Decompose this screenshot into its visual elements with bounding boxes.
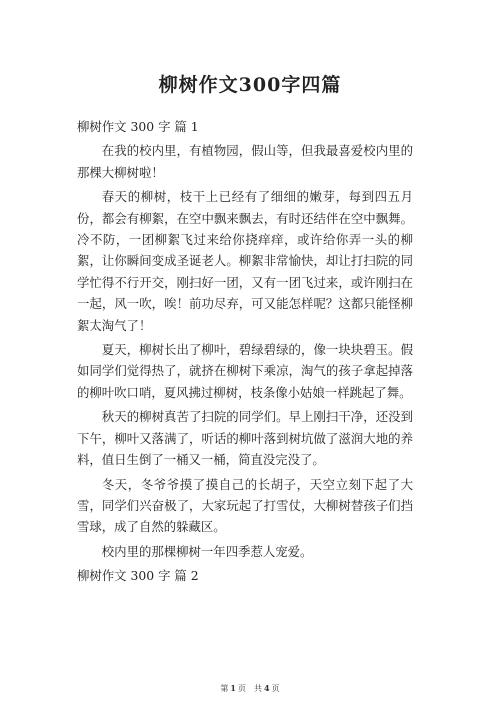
page-footer bbox=[0, 683, 500, 694]
section-heading-1: 柳树作文 300 字 篇 1 bbox=[77, 119, 199, 134]
page-label-prefix: 第 bbox=[220, 684, 229, 693]
total-page-number: 4 bbox=[264, 683, 270, 693]
page-label-suffix: 页 bbox=[271, 684, 280, 693]
paragraph: 夏天，柳树长出了柳叶，碧绿碧绿的，像一块块碧玉。假如同学们觉得热了，就挤在柳树下乘凉，淘气的孩子拿起掉落的柳叶吹口哨，夏风拂过柳树，枝条像小姑娘一样跳起了舞。 bbox=[77, 342, 413, 400]
paragraph: 秋天的柳树真苦了扫院的同学们。早上刚扫干净，还没到下午，柳叶又落满了，听话的柳叶落到树坑做了滋润大地的养料，值日生倒了一桶又一桶，简直没完没了。 bbox=[77, 409, 413, 468]
paragraph: 冬天，冬爷爷摸了摸自己的长胡子，天空立刻下起了大雪，同学们兴奋极了，大家玩起了打雪仗，大柳树替孩子们挡雪球，成了自然的躲藏区。 bbox=[77, 476, 413, 535]
document-body bbox=[77, 116, 413, 590]
paragraph: 春天的柳树，枝干上已经有了细细的嫩芽，每到四五月份，都会有柳絮，在空中飘来飘去，有时还结伴在空中飘舞。冷不防，一团柳絮飞过来给你挠痒痒，或许给你弄一头的柳絮，让你瞬间变成圣诞老人。柳絮非常愉快，却让打扫院的同学忙得不行开交，刚扫好一团，又有一团飞过来，或许刚扫在一起，风一吹，唉！前功尽弃，可又能怎样呢？这都只能怪柳絮太淘气了！ bbox=[77, 189, 413, 333]
paragraph: 校内里的那棵柳树一年四季惹人宠爱。 bbox=[101, 543, 313, 559]
section-heading-2: 柳树作文 300 字 篇 2 bbox=[77, 568, 199, 584]
paragraph: 在我的校内里，有植物园，假山等，但我最喜爱校内里的那棵大柳树啦！ bbox=[77, 143, 413, 180]
page-label-mid: 页 共 bbox=[238, 684, 262, 693]
document-title: 柳树作文300字四篇 bbox=[158, 74, 342, 96]
current-page-number: 1 bbox=[230, 683, 236, 693]
